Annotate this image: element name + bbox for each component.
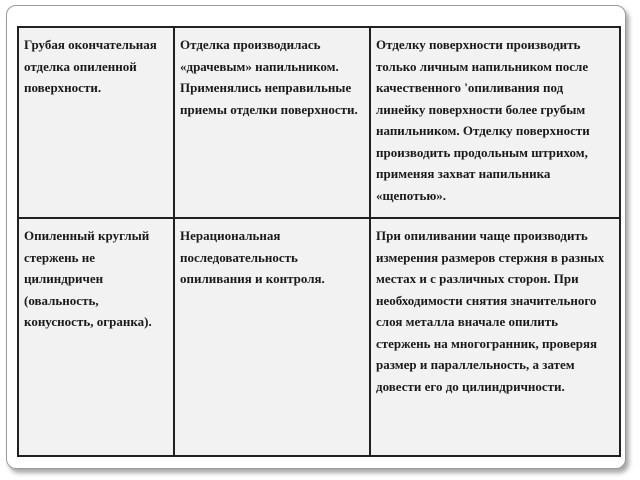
prevention-cell (370, 27, 620, 218)
cause-cell (174, 27, 370, 218)
prevention-text: При опиливании чаще производить измерения размеров стержня в разных местах и с различных сторон. При необходимости снятия значительного слоя металла вначале опилить стержень на многогранник, проверяя размер и параллельность, а затем довести его до цилиндричности. (376, 228, 605, 394)
cause-text: Отделка производилась «драчевым» напильником. Применялись неправильные приемы отделки поверхности. (180, 37, 358, 117)
prevention-cell (370, 218, 620, 456)
defect-text: Опиленный круглый стержень не цилиндричен (овальность, конусность, огранка). (24, 228, 152, 329)
table-row (18, 218, 620, 456)
prevention-text: Отделку поверхности производить только личным напильником после качественного 'опиливания под линейку поверхности более грубым напильником. Отделку поверхности производить продольным штрихом, применяя захват напильника «щепотью». (376, 37, 590, 203)
defect-cell (18, 218, 174, 456)
defect-cell (18, 27, 174, 218)
cause-text: Нерациональная последовательность опиливания и контроля. (180, 228, 325, 286)
defect-text: Грубая окончательная отделка опиленной поверхности. (24, 37, 157, 95)
cause-cell (174, 218, 370, 456)
defects-table (17, 26, 621, 457)
table-row (18, 27, 620, 218)
